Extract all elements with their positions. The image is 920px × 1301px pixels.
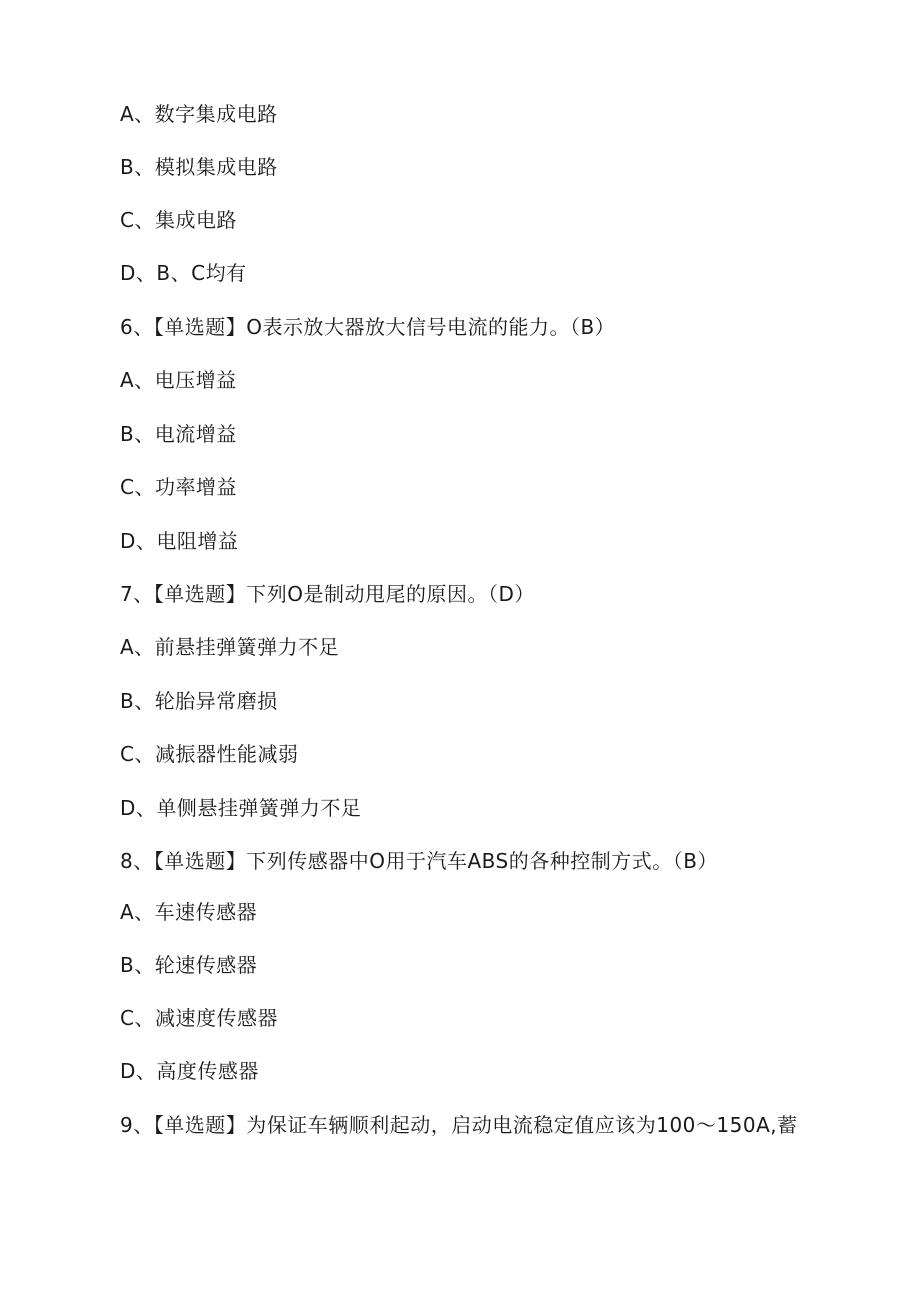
option-d-q6: D、电阻增益 xyxy=(120,529,239,553)
question-9: 9、【单选题】为保证车辆顺利起动，启动电流稳定值应该为100〜150A,蓄 xyxy=(120,1113,798,1137)
option-a-q8: A、车速传感器 xyxy=(120,900,258,924)
option-b-q8: B、轮速传感器 xyxy=(120,953,258,977)
option-c-q7: C、减振器性能减弱 xyxy=(120,742,299,766)
option-d-q8: D、高度传感器 xyxy=(120,1059,259,1083)
option-c-q8: C、减速度传感器 xyxy=(120,1006,278,1030)
option-b-q7: B、轮胎异常磨损 xyxy=(120,689,278,713)
option-a-q7: A、前悬挂弹簧弹力不足 xyxy=(120,635,340,659)
option-b-q6: B、电流增益 xyxy=(120,422,237,446)
option-d-q7: D、单侧悬挂弹簧弹力不足 xyxy=(120,796,362,820)
question-7: 7、【单选题】下列O是制动甩尾的原因。（D） xyxy=(120,582,535,606)
question-8: 8、【单选题】下列传感器中O用于汽车ABS的各种控制方式。（B） xyxy=(120,849,718,873)
option-a-q6: A、电压增益 xyxy=(120,368,237,392)
question-6: 6、【单选题】O表示放大器放大信号电流的能力。（B） xyxy=(120,315,616,339)
option-a-q5: A、数字集成电路 xyxy=(120,102,278,126)
option-c-q6: C、功率增益 xyxy=(120,475,237,499)
option-d-q5: D、B、C均有 xyxy=(120,261,247,285)
option-b-q5: B、模拟集成电路 xyxy=(120,155,278,179)
option-c-q5: C、集成电路 xyxy=(120,208,237,232)
